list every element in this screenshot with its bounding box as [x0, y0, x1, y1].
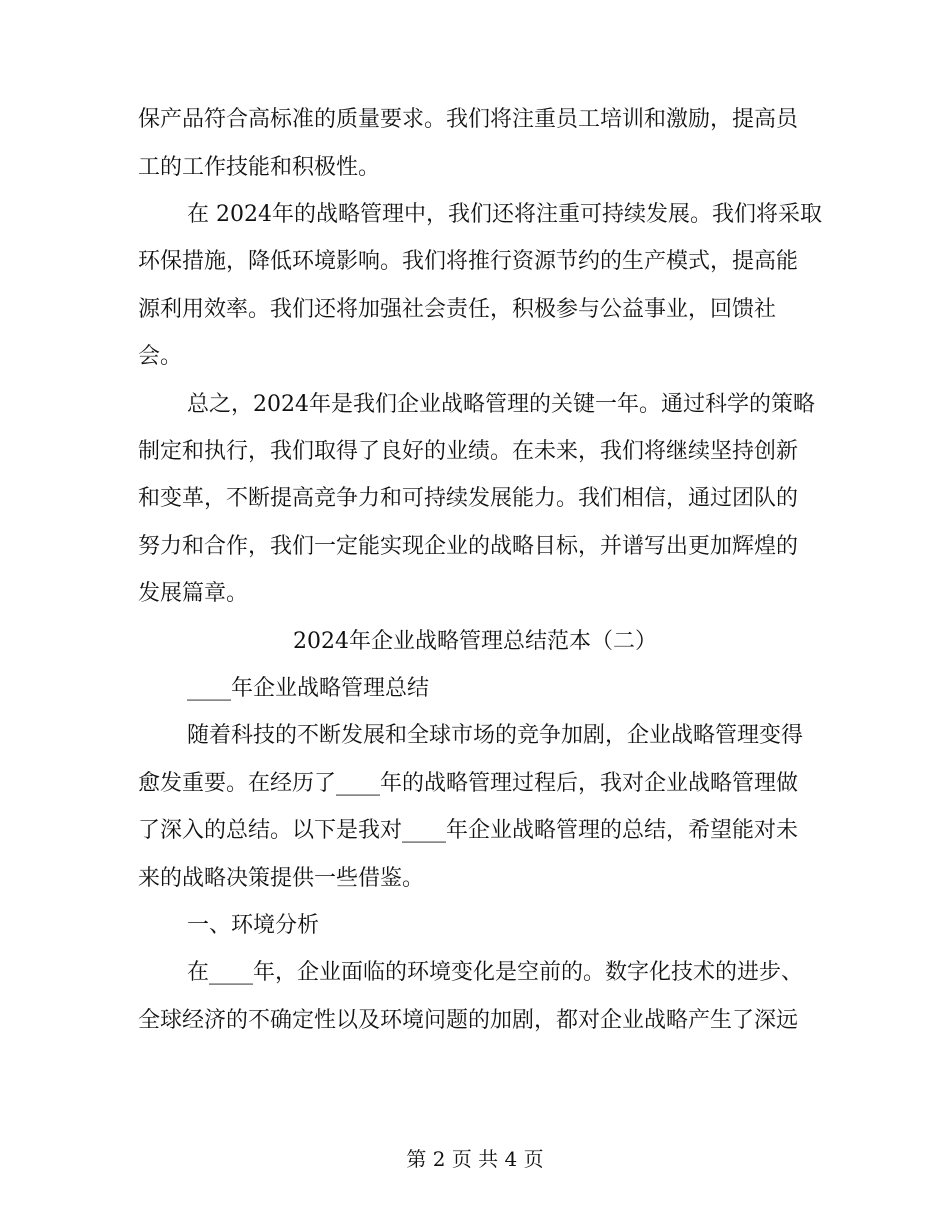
- text-line: 了深入的总结。以下是我对____年企业战略管理的总结，希望能对未: [138, 818, 799, 843]
- text-line: 工的工作技能和积极性。: [138, 155, 381, 180]
- text-line: 和变革，不断提高竞争力和可持续发展能力。我们相信，通过团队的: [138, 486, 799, 511]
- text-line: 会。: [138, 344, 183, 369]
- subtitle: ____年企业战略管理总结: [187, 676, 430, 701]
- text-line: 制定和执行，我们取得了良好的业绩。在未来，我们将继续坚持创新: [138, 439, 799, 464]
- section-title: 2024年企业战略管理总结范本（二）: [293, 629, 657, 654]
- text-line: 发展篇章。: [138, 581, 249, 606]
- page-footer: 第 2 页 共 4 页: [406, 1147, 544, 1171]
- text-line: 保产品符合高标准的质量要求。我们将注重员工培训和激励，提高员: [138, 107, 799, 132]
- text-line: 努力和合作，我们一定能实现企业的战略目标，并谱写出更加辉煌的: [138, 534, 799, 559]
- text-line: 在 2024年的战略管理中，我们还将注重可持续发展。我们将采取: [187, 202, 822, 227]
- text-line: 随着科技的不断发展和全球市场的竞争加剧，企业战略管理变得: [187, 723, 804, 748]
- text-line: 全球经济的不确定性以及环境问题的加剧，都对企业战略产生了深远: [138, 1008, 799, 1033]
- text-line: 总之，2024年是我们企业战略管理的关键一年。通过科学的策略: [187, 392, 815, 417]
- text-line: 愈发重要。在经历了____年的战略管理过程后，我对企业战略管理做: [138, 771, 799, 796]
- text-line: 源利用效率。我们还将加强社会责任，积极参与公益事业，回馈社: [138, 297, 777, 322]
- section-heading: 一、环境分析: [187, 913, 320, 938]
- text-line: 来的战略决策提供一些借鉴。: [138, 866, 425, 891]
- text-line: 在____年，企业面临的环境变化是空前的。数字化技术的进步、: [187, 960, 804, 985]
- text-line: 环保措施，降低环境影响。我们将推行资源节约的生产模式，提高能: [138, 249, 799, 274]
